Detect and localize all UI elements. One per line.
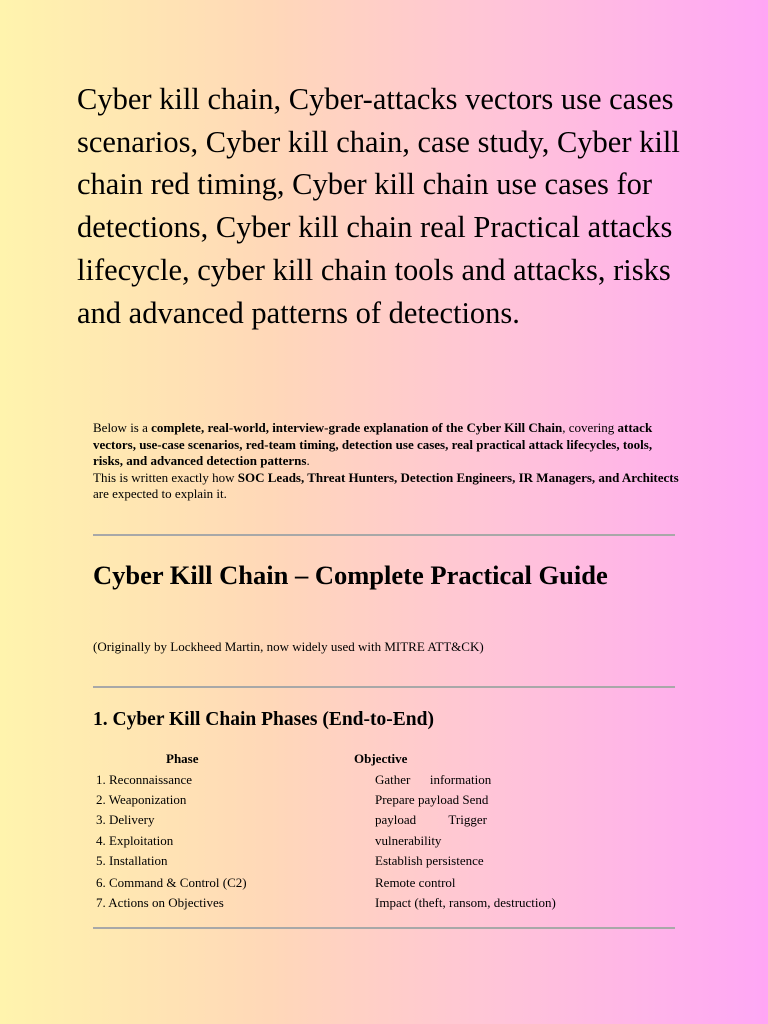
section-heading: 1. Cyber Kill Chain Phases (End-to-End) — [93, 709, 434, 730]
objective-cell: Gather information — [375, 772, 492, 787]
intro-text-plain: . — [306, 453, 310, 468]
phase-cell: 7. Actions on Objectives — [96, 895, 224, 910]
table-row — [96, 812, 487, 828]
phase-cell: 4. Exploitation — [96, 833, 174, 848]
intro-text — [93, 420, 683, 503]
intro-text-bold: complete, real-world, interview-grade explanation of the Cyber Kill Chain — [151, 420, 563, 435]
table-row — [96, 875, 456, 891]
intro-text-plain: are expected to explain it. — [93, 486, 227, 501]
guide-subtitle: (Originally by Lockheed Martin, now widely used with MITRE ATT&CK) — [93, 639, 484, 654]
table-row — [96, 772, 492, 788]
table-row — [96, 792, 489, 808]
table-header-phase: Phase — [166, 751, 199, 766]
intro-text-bold: attack vectors, use-case scenarios, red-team timing, detection use cases, real practical attack lifecycles, tools, risks, and advanced detection patterns — [93, 420, 653, 468]
table-row — [96, 833, 442, 849]
intro-text-plain: , covering — [562, 420, 618, 435]
guide-heading: Cyber Kill Chain – Complete Practical Guide — [93, 560, 608, 590]
objective-cell: Prepare payload Send — [375, 792, 489, 807]
horizontal-rule — [93, 534, 675, 536]
phase-cell: 1. Reconnaissance — [96, 772, 193, 787]
horizontal-rule — [93, 686, 675, 688]
objective-cell: Impact (theft, ransom, destruction) — [375, 895, 556, 910]
intro-text-bold: SOC Leads, Threat Hunters, Detection Engineers, IR Managers, and Architects — [237, 469, 679, 485]
phase-cell: 6. Command & Control (C2) — [96, 875, 247, 890]
objective-cell: Remote control — [375, 875, 456, 890]
table-row — [96, 895, 556, 911]
table-header-objective: Objective — [354, 751, 408, 766]
objective-cell: vulnerability — [375, 833, 442, 848]
phase-cell: 5. Installation — [96, 853, 168, 868]
intro-text-plain: This is written exactly how — [93, 469, 238, 485]
document-title: Cyber kill chain, Cyber-attacks vectors use cases scenarios, Cyber kill chain, case study, Cyber kill chain red timing, Cyber kill chain use cases for detections, Cyber kill chain real Practical attacks lifecycle, cyber kill chain tools and attacks, risks and advanced patterns of detections. — [77, 82, 680, 330]
phase-cell: 3. Delivery — [96, 812, 155, 827]
phase-cell: 2. Weaponization — [96, 792, 187, 807]
table-row — [96, 853, 484, 869]
intro-text-plain: Below is a — [93, 420, 152, 435]
objective-cell: payload Trigger — [375, 812, 487, 827]
objective-cell: Establish persistence — [375, 853, 484, 868]
horizontal-rule — [93, 927, 675, 929]
